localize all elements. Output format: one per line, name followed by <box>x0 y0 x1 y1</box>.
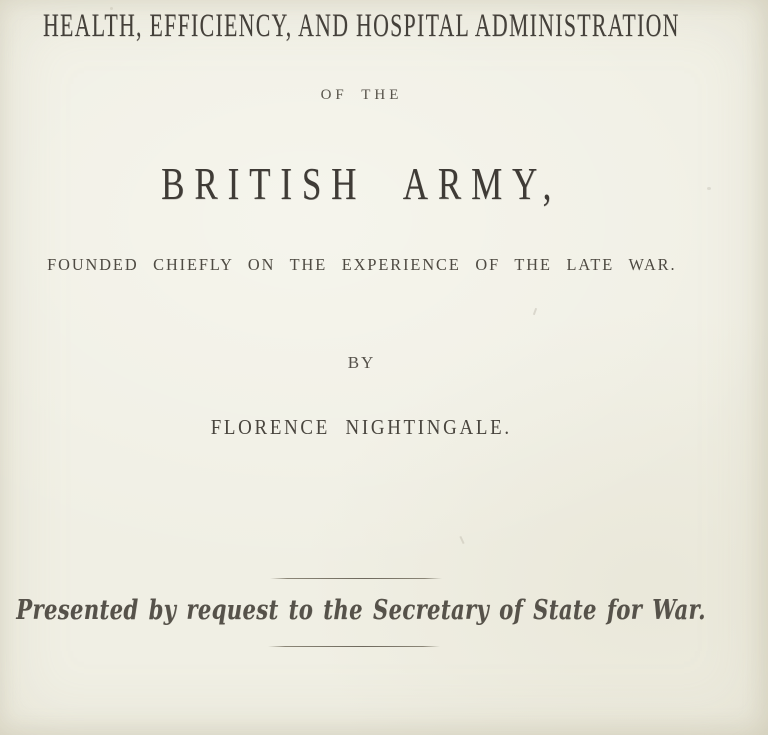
header-title-text: HEALTH, EFFICIENCY, AND HOSPITAL ADMINISTRATION <box>43 8 680 44</box>
header-title <box>0 10 723 43</box>
subtitle-text: FOUNDED CHIEFLY ON THE EXPERIENCE OF THE LATE WAR. <box>46 255 677 274</box>
byline-text: BY <box>347 353 376 372</box>
main-title-text: BRITISH ARMY, <box>161 158 562 209</box>
author-text: FLORENCE NIGHTINGALE. <box>210 415 513 439</box>
paper-speck <box>459 536 464 544</box>
author-name <box>0 417 723 438</box>
byline-label <box>0 354 723 371</box>
main-title <box>0 158 723 209</box>
paper-speck <box>533 308 537 315</box>
connector-text: OF THE <box>320 87 403 103</box>
subtitle <box>0 256 723 273</box>
separator-rule-bottom <box>268 646 440 647</box>
paper-speck <box>110 7 113 10</box>
paper-speck <box>707 187 711 190</box>
separator-rule-top <box>270 578 442 579</box>
presentation-text: Presented by request to the Secretary of State for War. <box>16 595 707 626</box>
presentation-note <box>0 597 723 624</box>
connector-of-the <box>0 88 723 103</box>
